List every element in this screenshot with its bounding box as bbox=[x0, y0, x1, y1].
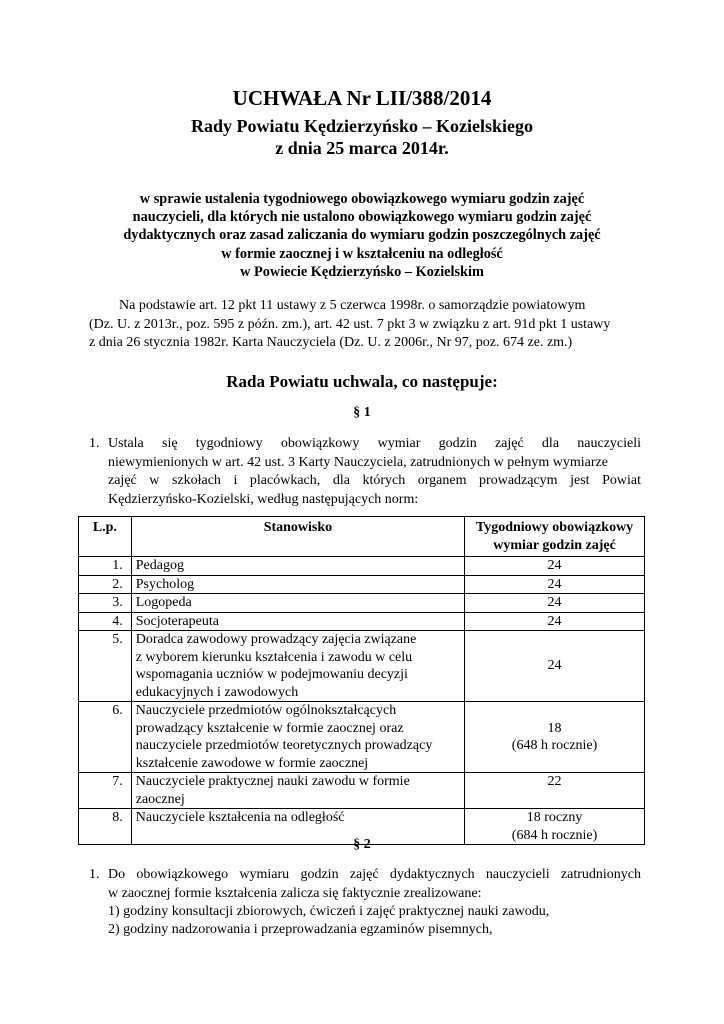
cell-hours bbox=[465, 702, 645, 773]
section-1-item-1 bbox=[89, 435, 641, 513]
cell-position-line: Nauczyciele praktycznej nauki zawodu w formie bbox=[135, 774, 410, 789]
cell-lp: 6. bbox=[79, 702, 132, 773]
council-line: Rady Powiatu Kędzierzyńsko – Kozielskiego bbox=[191, 116, 533, 136]
council-name bbox=[0, 115, 724, 159]
cell-position bbox=[131, 575, 464, 594]
cell-hours-line: 18 roczny bbox=[526, 810, 583, 825]
cell-position-line: Doradca zawodowy prowadzący zajęcia związane bbox=[135, 632, 417, 647]
norms-table bbox=[78, 516, 645, 845]
item-number: 1. bbox=[89, 436, 100, 451]
cell-position-line: nauczyciele przedmiotów teoretycznych prowadzący bbox=[135, 738, 433, 753]
cell-position-line: prowadzący kształcenie w formie zaocznej oraz bbox=[135, 720, 404, 736]
cell-position bbox=[131, 557, 464, 576]
item-line: niewymienionych w art. 42 ust. 3 Karty Nauczyciela, zatrudnionych w pełnym wymiarze bbox=[108, 454, 608, 470]
basis-line: (Dz. U. z 2013r., poz. 595 z późn. zm.), art. 42 ust. 7 pkt 3 w związku z art. 91d pkt 1 ustawy bbox=[89, 316, 611, 332]
cell-hours-line: 18 bbox=[547, 720, 562, 736]
cell-position-line: edukacyjnych i zawodowych bbox=[135, 684, 299, 700]
subject-line: w formie zaocznej i w kształceniu na odległość bbox=[221, 245, 503, 262]
header-hours bbox=[465, 517, 645, 557]
cell-position-line: Nauczyciele przedmiotów ogólnokształcących bbox=[135, 703, 397, 718]
section-2-subitem: 1) godziny konsultacji zbiorowych, ćwiczeń i zajęć praktycznej nauki zawodu, bbox=[108, 904, 550, 919]
section-2-mark: § 2 bbox=[353, 837, 371, 852]
cell-position-line: Psycholog bbox=[135, 576, 195, 592]
legal-basis bbox=[89, 297, 639, 353]
table-row bbox=[79, 575, 645, 594]
item-line: w zaocznej formie kształcenia zalicza się faktycznie zrealizowane: bbox=[108, 885, 482, 901]
subject-line: w sprawie ustalenia tygodniowego obowiązkowego wymiaru godzin zajęć bbox=[139, 191, 585, 207]
section-2-subitem: 2) godziny nadzorowania i przeprowadzania egzaminów pisemnych, bbox=[108, 922, 493, 937]
item-line: zajęć w szkołach i placówkach, dla których organem prowadzącym jest Powiat bbox=[108, 473, 641, 488]
table-row bbox=[79, 631, 645, 702]
cell-hours bbox=[465, 594, 645, 613]
cell-hours bbox=[465, 631, 645, 702]
cell-position-line: Nauczyciele kształcenia na odległość bbox=[135, 810, 345, 825]
cell-hours-line: 24 bbox=[547, 558, 562, 573]
cell-hours-line: 24 bbox=[547, 576, 562, 592]
item-line: Kędzierzyńsko-Kozielski, według następujących norm: bbox=[108, 491, 419, 507]
item-text bbox=[108, 435, 641, 509]
resolution-date: z dnia 25 marca 2014r. bbox=[275, 138, 449, 158]
cell-hours bbox=[465, 612, 645, 631]
cell-lp: 3. bbox=[79, 594, 132, 613]
cell-hours-line: 22 bbox=[547, 774, 562, 789]
cell-position bbox=[131, 631, 464, 702]
basis-line: Na podstawie art. 12 pkt 11 ustawy z 5 czerwca 1998r. o samorządzie powiatowym bbox=[119, 298, 586, 313]
cell-lp: 4. bbox=[79, 612, 132, 631]
table-row bbox=[79, 773, 645, 809]
cell-hours-line: 24 bbox=[547, 595, 562, 610]
cell-lp: 8. bbox=[79, 809, 132, 845]
basis-line: z dnia 26 stycznia 1982r. Karta Nauczyciela (Dz. U. z 2006r., Nr 97, poz. 674 ze. zm.) bbox=[89, 335, 573, 350]
cell-hours bbox=[465, 773, 645, 809]
cell-position bbox=[131, 773, 464, 809]
section-1-mark: § 1 bbox=[353, 405, 371, 420]
section-2-item-1 bbox=[89, 866, 641, 904]
cell-position-line: Logopeda bbox=[135, 595, 192, 610]
cell-position-line: wspomagania uczniów w podejmowaniu decyzji bbox=[135, 667, 408, 682]
cell-position-line: Socjoterapeuta bbox=[135, 613, 219, 629]
table-row bbox=[79, 594, 645, 613]
cell-position bbox=[131, 612, 464, 631]
resolution-title: UCHWAŁA Nr LII/388/2014 bbox=[232, 86, 492, 110]
cell-lp: 2. bbox=[79, 575, 132, 594]
item-line: Ustala się tygodniowy obowiązkowy wymiar godzin zajęć dla nauczycieli bbox=[108, 436, 641, 451]
cell-lp: 7. bbox=[79, 773, 132, 809]
item-text bbox=[108, 866, 641, 903]
table-body bbox=[79, 557, 645, 845]
header-hours-line: Tygodniowy obowiązkowy bbox=[475, 520, 634, 535]
cell-hours bbox=[465, 557, 645, 576]
cell-position-line: Pedagog bbox=[135, 558, 184, 573]
item-number: 1. bbox=[89, 867, 100, 882]
resolution-heading: Rada Powiatu uchwala, co następuje: bbox=[226, 372, 498, 391]
item-line: Do obowiązkowego wymiaru godzin zajęć dydaktycznych nauczycieli zatrudnionych bbox=[108, 867, 641, 882]
header-hours-line: wymiar godzin zajęć bbox=[493, 537, 616, 553]
table-header-row bbox=[79, 517, 645, 557]
cell-position bbox=[131, 594, 464, 613]
resolution-subject bbox=[70, 190, 654, 281]
table-row bbox=[79, 612, 645, 631]
cell-lp: 1. bbox=[79, 557, 132, 576]
header-lp: L.p. bbox=[79, 517, 132, 557]
cell-hours-line: (648 h rocznie) bbox=[511, 738, 598, 753]
cell-position-line: kształcenie zawodowe w formie zaocznej bbox=[135, 755, 369, 771]
cell-hours-line: 24 bbox=[547, 613, 562, 629]
table-row bbox=[79, 702, 645, 773]
subject-line: w Powiecie Kędzierzyńsko – Kozielskim bbox=[240, 263, 484, 280]
cell-hours-line: (684 h rocznie) bbox=[511, 827, 598, 843]
cell-hours-line: 24 bbox=[547, 658, 562, 674]
cell-position bbox=[131, 702, 464, 773]
header-position: Stanowisko bbox=[131, 517, 464, 557]
table-row bbox=[79, 557, 645, 576]
subject-line: nauczycieli, dla których nie ustalono obowiązkowego wymiaru godzin zajęć bbox=[132, 209, 592, 226]
cell-hours bbox=[465, 575, 645, 594]
subject-line: dydaktycznych oraz zasad zaliczania do wymiaru godzin poszczególnych zajęć bbox=[123, 227, 601, 244]
cell-lp: 5. bbox=[79, 631, 132, 702]
cell-position-line: z wyborem kierunku kształcenia i zawodu w celu bbox=[135, 649, 413, 665]
cell-position-line: zaocznej bbox=[135, 791, 185, 807]
